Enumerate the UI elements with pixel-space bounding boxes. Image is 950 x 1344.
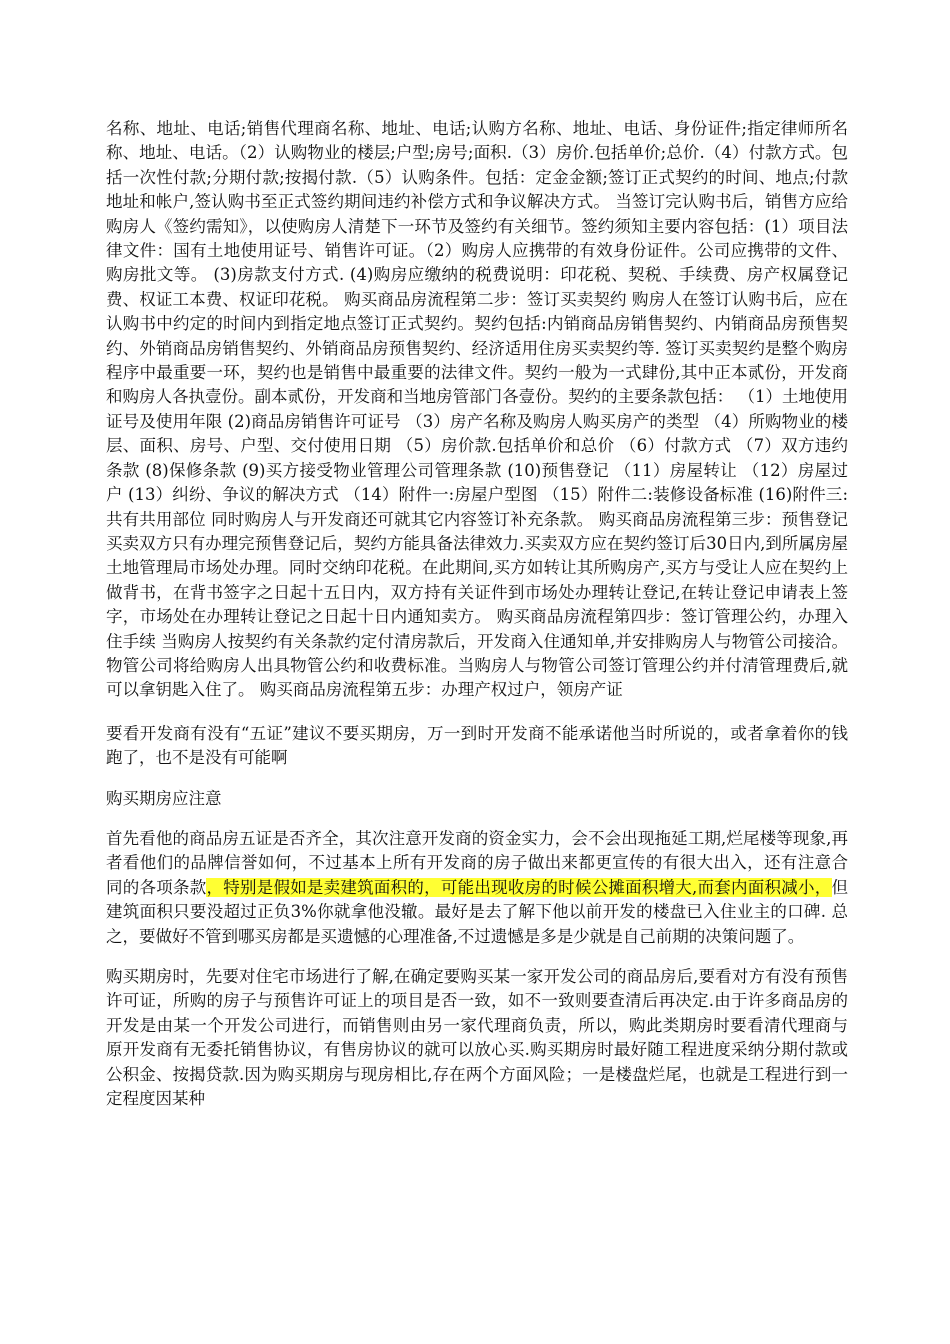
paragraph-five-certificates-advice: 要看开发商有没有“五证”建议不要买期房，万一到时开发商不能承诺他当时所说的，或者拿着你的钱跑了，也不是没有可能啊 — [106, 723, 848, 768]
section-heading-futures-housing: 购买期房应注意 — [106, 788, 222, 808]
document-body — [106, 117, 848, 1111]
paragraph-purchase-process: 名称、地址、电话;销售代理商名称、地址、电话;认购方名称、地址、电话、身份证件;指定律师所名称、地址、电话。（2）认购物业的楼层;户型;房号;面积.（3）房价.包括单价;总价.（4）付款方式。包括一次性付款;分期付款;按揭付款.（5）认购条件。包括：定金金额;签订正式契约的时间、地点;付款地址和帐户,签认购书至正式签约期间违约补偿方式和争议解决方式。 当签订完认购书后，销售方应给购房人《签约需知》，以使购房人清楚下一环节及签约有关细节。签约须知主要内容包括：(1）项目法律文件：国有土地使用证号、销售许可证。（2）购房人应携带的有效身份证件。公司应携带的文件、购房批文等。 (3)房款支付方式. (4)购房应缴纳的税费说明：印花税、契税、手续费、房产权属登记费、权证工本费、权证印花税。 购买商品房流程第二步：签订买卖契约 购房人在签订认购书后，应在认购书中约定的时间内到指定地点签订正式契约。契约包括:内销商品房销售契约、内销商品房预售契约、外销商品房销售契约、外销商品房预售契约、经济适用住房买卖契约等. 签订买卖契约是整个购房程序中最重要一环，契约也是销售中最重要的法律文件。契约一般为一式肆份,其中正本贰份，开发商和购房人各执壹份。副本贰份，开发商和当地房管部门各壹份。契约的主要条款包括： （1）土地使用证号及使用年限 (2)商品房销售许可证号 （3）房产名称及购房人购买房产的类型 （4）所购物业的楼层、面积、房号、户型、交付使用日期 （5）房价款.包括单价和总价 （6）付款方式 （7）双方违约条款 (8)保修条款 (9)买方接受物业管理公司管理条款 (10)预售登记 （11）房屋转让 （12）房屋过户 (13）纠纷、争议的解决方式 （14）附件一:房屋户型图 （15）附件二:装修设备标准 (16)附件三:共有共用部位 同时购房人与开发商还可就其它内容签订补充条款。 购买商品房流程第三步：预售登记 买卖双方只有办理完预售登记后，契约方能具备法律效力.买卖双方应在契约签订后30日内,到所属房屋土地管理局市场处办理。同时交纳印花税。在此期间,买方如转让其所购房产,买方与受让人应在契约上做背书，在背书签字之日起十五日内，双方持有关证件到市场处办理转让登记,在转让登记申请表上签字，市场处在办理转让登记之日起十日内通知卖方。 购买商品房流程第四步：签订管理公约，办理入住手续 当购房人按契约有关条款约定付清房款后，开发商入住通知单,并安排购房人与物管公司接洽。物管公司将给购房人出具物管公约和收费标准。当购房人与物管公司签订管理公约并付清管理费后,就可以拿钥匙入住了。 购买商品房流程第五步：办理产权过户，领房产证 — [106, 119, 848, 700]
tips-text-end: 但建筑面积只要没超过正负3%你就拿他没辙。最好是去了解下他以前开发的楼盘已入住业主的口碑. 总之，要做好不管到哪买房都是买遗憾的心理准备,不过遗憾是多是少就是自己前期的决策问题了。 — [106, 877, 848, 946]
paragraph-futures-housing-purchase: 购买期房时，先要对住宅市场进行了解,在确定要购买某一家开发公司的商品房后,要看对方有没有预售许可证，所购的房子与预售许可证上的项目是否一致，如不一致则要查清后再决定.由于许多商品房的开发是由某一个开发公司进行，而销售则由另一家代理商负责，所以，购此类期房时要看清代理商与原开发商有无委托销售协议，有售房协议的就可以放心买.购买期房时最好随工程进度采纳分期付款或公积金、按揭贷款.因为购买期房与现房相比,存在两个方面风险；一是楼盘烂尾，也就是工程进行到一定程度因某种 — [106, 967, 848, 1109]
paragraph-futures-housing-tips — [106, 827, 848, 949]
tips-text-start: 首先看他的商品房五证是否齐全，其次注意开发商的资金实力，会不会出现拖延工期,烂尾楼等现象,再者看他们的品牌信誉如何，不过基本上所有开发商的房子做出来都更宣传的有很大出入，还有注意合同的各项条款 — [106, 828, 848, 897]
highlighted-text: ，特别是假如是卖建筑面积的，可能出现收房的时候公摊面积增大,而套内面积减小， — [206, 877, 832, 897]
